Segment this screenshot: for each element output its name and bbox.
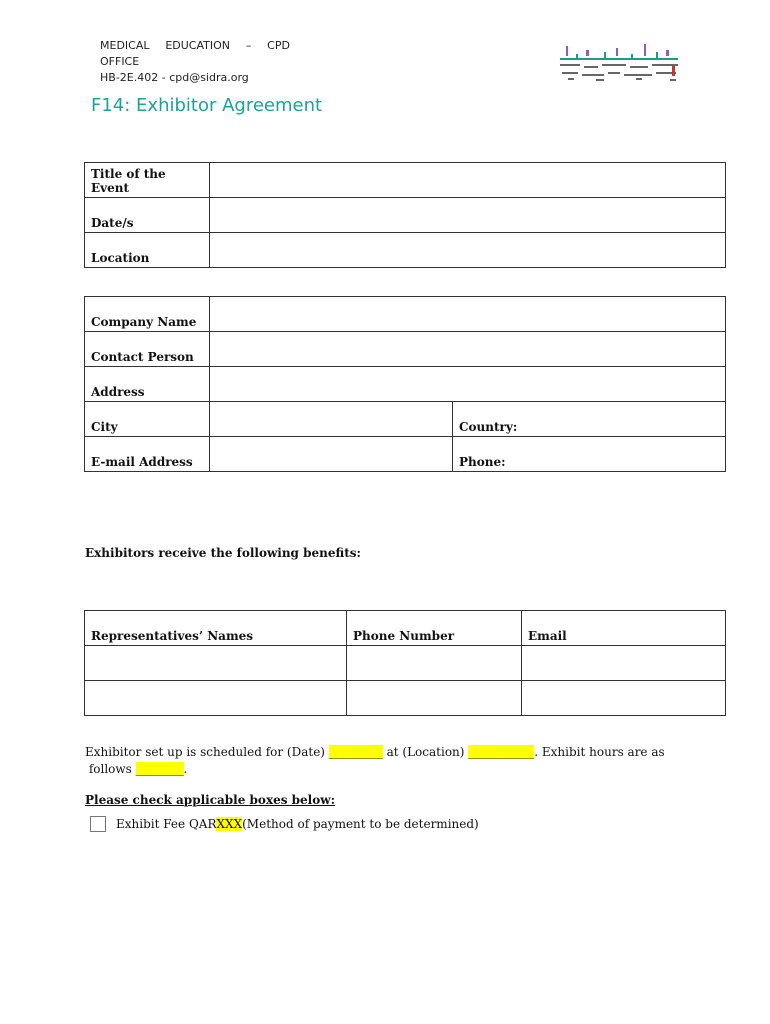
event-dates-label: Date/s xyxy=(85,198,210,233)
company-name-label: Company Name xyxy=(85,297,210,332)
rep-email-cell[interactable] xyxy=(522,646,726,681)
event-dates-field[interactable] xyxy=(210,198,726,233)
city-label: City xyxy=(85,402,210,437)
rep-name-cell[interactable] xyxy=(85,646,347,681)
table-row xyxy=(85,367,726,402)
rep-name-cell[interactable] xyxy=(85,681,347,716)
table-row xyxy=(85,437,726,472)
email-field[interactable] xyxy=(210,437,453,472)
email-label: E-mail Address xyxy=(85,437,210,472)
header-line-2: OFFICE xyxy=(100,55,140,68)
table-row xyxy=(85,332,726,367)
rep-phone-cell[interactable] xyxy=(347,646,522,681)
country-label: Country: xyxy=(459,420,518,434)
header-line-3: HB-2E.402 - cpd@sidra.org xyxy=(100,71,249,84)
benefits-label: Exhibitors receive the following benefits: xyxy=(85,546,361,560)
page-title: F14: Exhibitor Agreement xyxy=(91,95,323,116)
contact-person-label: Contact Person xyxy=(85,332,210,367)
setup-hours-blank[interactable]: ________ xyxy=(135,762,184,776)
address-field[interactable] xyxy=(210,367,726,402)
city-field[interactable] xyxy=(210,402,453,437)
setup-text: follows xyxy=(88,762,136,776)
setup-text: . Exhibit hours are as xyxy=(534,745,665,759)
exhibit-fee-amount: XXX xyxy=(216,817,243,831)
checkbox-section-title: Please check applicable boxes below: xyxy=(85,793,336,807)
sidra-logo-icon xyxy=(556,42,682,84)
event-table xyxy=(84,162,726,268)
table-row xyxy=(85,646,726,681)
setup-text: Exhibitor set up is scheduled for (Date) xyxy=(85,745,329,759)
header-line-1 xyxy=(100,38,290,54)
phone-field[interactable] xyxy=(453,437,726,472)
event-title-field[interactable] xyxy=(210,163,726,198)
table-row xyxy=(85,681,726,716)
rep-email-cell[interactable] xyxy=(522,681,726,716)
table-row xyxy=(85,402,726,437)
contact-person-field[interactable] xyxy=(210,332,726,367)
phone-label: Phone: xyxy=(459,455,506,469)
office-header xyxy=(100,38,290,86)
event-location-field[interactable] xyxy=(210,233,726,268)
phone-number-header: Phone Number xyxy=(347,611,522,646)
event-location-label: Location xyxy=(85,233,210,268)
country-field[interactable] xyxy=(453,402,726,437)
setup-location-blank[interactable]: ___________ xyxy=(468,745,535,759)
setup-date-blank[interactable]: _________ xyxy=(328,745,383,759)
representatives-table xyxy=(84,610,726,716)
setup-paragraph xyxy=(85,744,685,778)
representatives-header: Representatives’ Names xyxy=(85,611,347,646)
setup-text: . xyxy=(183,762,188,776)
table-row xyxy=(85,163,726,198)
rep-phone-cell[interactable] xyxy=(347,681,522,716)
header-word-cpd: CPD xyxy=(267,39,290,52)
table-row xyxy=(85,198,726,233)
table-row xyxy=(85,297,726,332)
exhibit-fee-option xyxy=(90,816,479,832)
address-label: Address xyxy=(85,367,210,402)
email-header: Email xyxy=(522,611,726,646)
event-title-label: Title of the Event xyxy=(85,163,210,198)
company-table xyxy=(84,296,726,472)
company-name-field[interactable] xyxy=(210,297,726,332)
exhibit-fee-checkbox[interactable] xyxy=(90,816,106,832)
table-row xyxy=(85,611,726,646)
header-word-dash: – xyxy=(245,39,252,52)
header-word-education: EDUCATION xyxy=(165,39,231,52)
exhibit-fee-text: Exhibit Fee QAR xyxy=(116,817,217,831)
table-row xyxy=(85,233,726,268)
exhibit-fee-note: (Method of payment to be determined) xyxy=(242,817,479,831)
setup-text: at (Location) xyxy=(382,745,469,759)
header-word-medical: MEDICAL xyxy=(100,39,150,52)
